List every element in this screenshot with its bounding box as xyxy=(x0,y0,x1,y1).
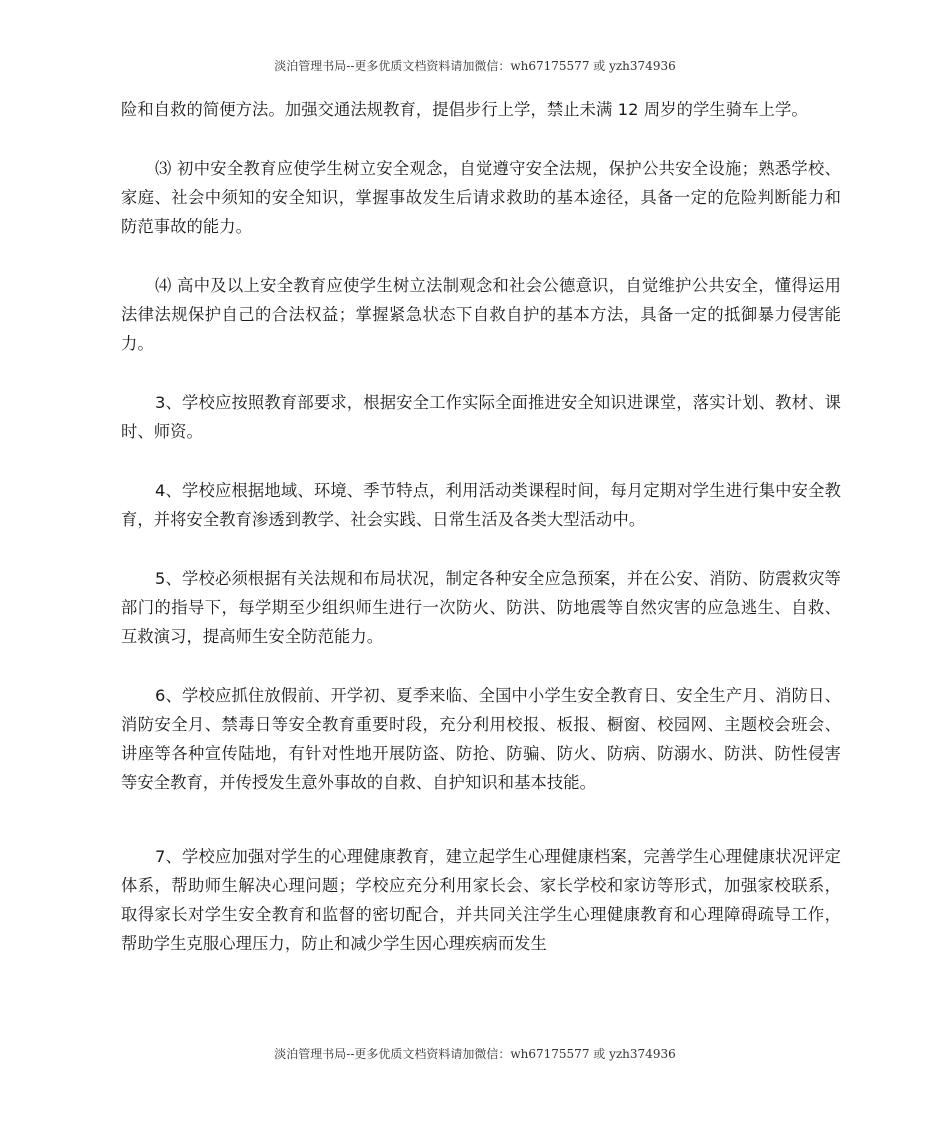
running-footer: 淡泊管理书局--更多优质文档资料请加微信：wh67175577 或 yzh374936 xyxy=(274,1047,676,1061)
paragraph-section-6: 6、学校应抓住放假前、开学初、夏季来临、全国中小学生安全教育日、安全生产月、消防日、消防安全月、禁毒日等安全教育重要时段，充分利用校报、板报、橱窗、校园网、主题校会班会、讲座等各种宣传陆地，有针对性地开展防盗、防抢、防骗、防火、防病、防溺水、防洪、防性侵害等安全教育，并传授发生意外事故的自救、自护知识和基本技能。 xyxy=(121,686,841,792)
paragraph-section-7: 7、学校应加强对学生的心理健康教育，建立起学生心理健康档案，完善学生心理健康状况评定体系，帮助师生解决心理问题；学校应充分利用家长会、家长学校和家访等形式，加强家校联系，取得家长对学生安全教育和监督的密切配合，并共同关注学生心理健康教育和心理障碍疏导工作，帮助学生克服心理压力，防止和减少学生因心理疾病而发生 xyxy=(121,847,841,953)
paragraph-item-3-junior-high: ⑶ 初中安全教育应使学生树立安全观念，自觉遵守安全法规，保护公共安全设施；熟悉学校、家庭、社会中须知的安全知识，掌握事故发生后请求救助的基本途径，具备一定的危险判断能力和防范事故的能力。 xyxy=(121,159,841,236)
paragraph-section-3: 3、学校应按照教育部要求，根据安全工作实际全面推进安全知识进课堂，落实计划、教材、课时、师资。 xyxy=(121,393,841,441)
paragraph-continuation: 险和自救的简便方法。加强交通法规教育，提倡步行上学，禁止未满 12 周岁的学生骑车上学。 xyxy=(121,100,808,119)
paragraph-section-4: 4、学校应根据地域、环境、季节特点，利用活动类课程时间，每月定期对学生进行集中安全教育，并将安全教育渗透到教学、社会实践、日常生活及各类大型活动中。 xyxy=(121,481,841,529)
document-body xyxy=(121,95,841,958)
paragraph-item-4-senior-high: ⑷ 高中及以上安全教育应使学生树立法制观念和社会公德意识，自觉维护公共安全，懂得运用法律法规保护自己的合法权益；掌握紧急状态下自救自护的基本方法，具备一定的抵御暴力侵害能力。 xyxy=(121,276,841,353)
paragraph-section-5: 5、学校必须根据有关法规和布局状况，制定各种安全应急预案，并在公安、消防、防震救灾等部门的指导下，每学期至少组织师生进行一次防火、防洪、防地震等自然灾害的应急逃生、自救、互救演习，提高师生安全防范能力。 xyxy=(121,569,841,646)
running-header: 淡泊管理书局--更多优质文档资料请加微信：wh67175577 或 yzh374936 xyxy=(274,59,676,73)
